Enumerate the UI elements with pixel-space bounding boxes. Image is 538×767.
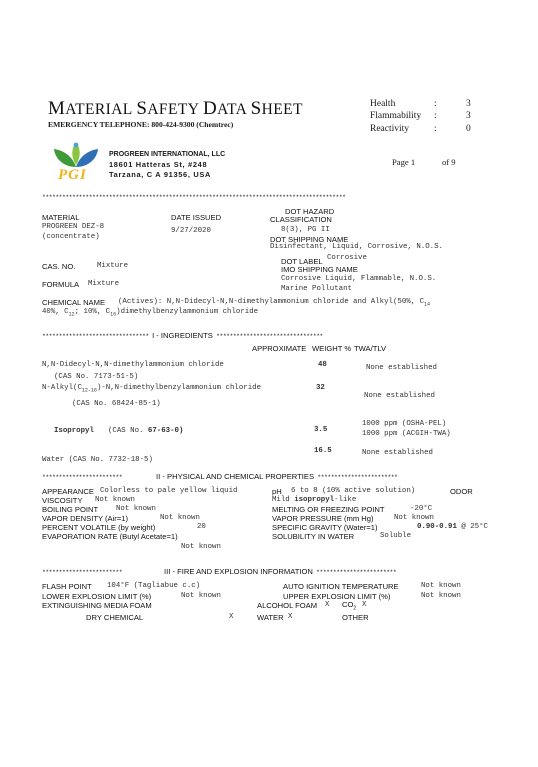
flash-point-value: 104°F (Tagliabue c.c) bbox=[107, 582, 201, 590]
viscosity-value: Not known bbox=[95, 496, 135, 504]
section-physical-header: ************************ II - PHYSICAL AND CHEMICAL PROPERTIES ************************ bbox=[42, 472, 398, 481]
ingredient-weight: 32 bbox=[316, 384, 325, 392]
upper-explosion-label: UPPER EXPLOSION LIMIT (%) bbox=[283, 592, 391, 601]
lower-explosion-value: Not known bbox=[181, 592, 221, 600]
alcohol-foam-label: ALCOHOL FOAM bbox=[257, 601, 318, 610]
odor-value: Mild isopropyl-like bbox=[272, 496, 357, 504]
page-total: of 9 bbox=[442, 157, 456, 167]
date-issued-label: DATE ISSUED bbox=[171, 213, 222, 222]
ingredient-tlv: None established bbox=[366, 364, 437, 372]
vapor-pressure-label: VAPOR PRESSURE (mm Hg) bbox=[272, 514, 374, 523]
ingredient-name: Water (CAS No. 7732-18-5) bbox=[42, 456, 153, 464]
ingredient-tlv: 1000 ppm (OSHA-PEL) bbox=[362, 420, 447, 428]
column-weight: WEIGHT % bbox=[312, 344, 352, 353]
page-number: Page 1 bbox=[392, 157, 416, 167]
chemical-name-value: (Actives): N,N-Didecyl-N,N-dimethylammonium chloride and Alkyl(50%, $C_{14}$ bbox=[118, 298, 431, 308]
material-value: PROGREEN DEZ-8 bbox=[42, 223, 105, 231]
dot-hazard-label-2: CLASSIFICATION bbox=[270, 215, 332, 224]
dot-label-label: DOT LABEL bbox=[281, 257, 323, 266]
separator-top: ******************************************************************************************* bbox=[42, 194, 346, 201]
auto-ignition-label: AUTO IGNITION TEMPERATURE bbox=[283, 582, 399, 591]
melting-point-value: -20°C bbox=[410, 505, 433, 513]
dot-hazard-label: DOT HAZARD bbox=[285, 207, 335, 216]
melting-point-label: MELTING OR FREEZING POINT bbox=[272, 505, 385, 514]
section-ingredients-title: I - INGREDIENTS bbox=[152, 331, 213, 340]
ingredient-cas: (CAS No. 7173-51-5) bbox=[54, 373, 139, 381]
hazard-flammability-colon: : bbox=[434, 111, 437, 121]
section-ingredients-header: ******************************** I - INGREDIENTS ******************************** bbox=[42, 331, 323, 340]
ingredient-weight: 3.5 bbox=[314, 426, 328, 434]
boiling-point-label: BOILING POINT bbox=[42, 505, 99, 514]
section-fire-header: ************************ III - FIRE AND EXPLOSION INFORMATION ************************ bbox=[42, 567, 397, 576]
co2-label: $CO_2$ bbox=[342, 600, 357, 612]
ingredient-name: Isopropyl bbox=[54, 427, 94, 435]
ingredient-weight: 48 bbox=[318, 361, 327, 369]
dot-shipping-value: Disinfectant, Liquid, Corrosive, N.O.S. bbox=[270, 243, 443, 251]
ingredient-tlv: 1000 ppm (ACGIH-TWA) bbox=[362, 430, 451, 438]
column-approximate: APPROXIMATE bbox=[252, 344, 307, 353]
extinguishing-media-label: EXTINGUISHING MEDIA FOAM bbox=[42, 601, 152, 610]
company-name: PROGREEN INTERNATIONAL, LLC bbox=[109, 151, 226, 158]
hazard-reactivity-label: Reactivity bbox=[370, 124, 410, 134]
appearance-label: APPEARANCE bbox=[42, 487, 94, 496]
vapor-pressure-value: Not known bbox=[394, 514, 434, 522]
material-label: MATERIAL bbox=[42, 213, 80, 222]
ingredient-cas: (CAS No. 68424-85-1) bbox=[72, 400, 161, 408]
hazard-flammability-label: Flammability bbox=[370, 111, 422, 121]
chemical-name-value-2: 40%, $C_{12}$; 10%, $C_{16})dimethylbenzylammonium$ chloride bbox=[42, 308, 259, 318]
viscosity-label: VISCOSITY bbox=[42, 496, 83, 505]
solubility-label: SOLUBILITY IN WATER bbox=[272, 532, 355, 541]
lower-explosion-label: LOWER EXPLOSION LIMIT (%) bbox=[42, 592, 152, 601]
company-address-line1: 18601 Hatteras St, #248 bbox=[109, 160, 208, 169]
material-value-sub: (concentrate) bbox=[42, 233, 100, 241]
ingredient-weight: 16.5 bbox=[314, 447, 332, 455]
percent-volatile-value: 20 bbox=[197, 523, 206, 531]
flash-point-label: FLASH POINT bbox=[42, 582, 92, 591]
evaporation-rate-label: EVAPORATION RATE (Butyl Acetate=1) bbox=[42, 532, 178, 541]
hazard-reactivity-value: 0 bbox=[466, 124, 471, 134]
co2-mark: X bbox=[362, 601, 367, 609]
evaporation-rate-value: Not known bbox=[181, 543, 221, 551]
appearance-value: Colorless to pale yellow liquid bbox=[100, 487, 238, 495]
boiling-point-value: Not known bbox=[116, 505, 156, 513]
imo-shipping-value-2: Marine Pollutant bbox=[281, 285, 352, 293]
water-mark: X bbox=[288, 613, 293, 621]
dot-hazard-value: 8(3), PG II bbox=[281, 226, 330, 234]
ph-label: pH bbox=[272, 487, 282, 496]
solubility-value: Soluble bbox=[380, 532, 412, 540]
hazard-health-colon: : bbox=[434, 99, 437, 109]
ph-value: 6 to 8 (10% active solution) bbox=[291, 487, 416, 495]
hazard-flammability-value: 3 bbox=[466, 111, 471, 121]
imo-shipping-value: Corrosive Liquid, Flammable, N.O.S. bbox=[281, 275, 437, 283]
hazard-reactivity-colon: : bbox=[434, 124, 437, 134]
water-label: WATER bbox=[257, 613, 284, 622]
section-physical-title: II - PHYSICAL AND CHEMICAL PROPERTIES bbox=[156, 472, 315, 481]
specific-gravity-value: 0.90-0.91 @ 25°C bbox=[417, 523, 488, 531]
column-twa-tlv: TWA/TLV bbox=[354, 344, 387, 353]
other-label: OTHER bbox=[342, 613, 369, 622]
formula-value: Mixture bbox=[88, 280, 120, 288]
odor-label: ODOR bbox=[450, 487, 473, 496]
dot-label-value: Corrosive bbox=[327, 254, 367, 262]
cas-number-label: CAS. NO. bbox=[42, 262, 76, 271]
ingredient-tlv: None established bbox=[364, 392, 435, 400]
alcohol-foam-mark: X bbox=[325, 601, 330, 609]
section-fire-title: III - FIRE AND EXPLOSION INFORMATION bbox=[164, 567, 313, 576]
vapor-density-label: VAPOR DENSITY (Air=1) bbox=[42, 514, 129, 523]
hazard-health-value: 3 bbox=[466, 99, 471, 109]
upper-explosion-value: Not known bbox=[421, 592, 461, 600]
vapor-density-value: Not known bbox=[160, 514, 200, 522]
hazard-health-label: Health bbox=[370, 99, 396, 109]
ingredient-name: N,N-Didecyl-N,N-dimethylammonium chloride bbox=[42, 361, 224, 369]
company-logo bbox=[52, 141, 100, 183]
document-title: MATERIAL SAFETY DATA SHEET bbox=[48, 98, 303, 119]
company-address-line2: Tarzana, C A 91356, USA bbox=[109, 170, 212, 179]
imo-shipping-label: IMO SHIPPING NAME bbox=[281, 265, 358, 274]
specific-gravity-label: SPECIFIC GRAVITY (Water=1) bbox=[272, 523, 378, 532]
percent-volatile-label: PERCENT VOLATILE (by weight) bbox=[42, 523, 156, 532]
auto-ignition-value: Not known bbox=[421, 582, 461, 590]
formula-label: FORMULA bbox=[42, 280, 80, 289]
ingredient-cas: (CAS No. 67-63-0) bbox=[108, 427, 184, 435]
ingredient-tlv: None established bbox=[362, 449, 433, 457]
cas-number-value: Mixture bbox=[97, 262, 129, 270]
logo-text: PGI bbox=[58, 167, 87, 183]
dot-shipping-label: DOT SHIPPING NAME bbox=[270, 235, 349, 244]
dry-chemical-mark: X bbox=[229, 613, 234, 621]
chemical-name-label: CHEMICAL NAME bbox=[42, 298, 106, 307]
dry-chemical-label: DRY CHEMICAL bbox=[86, 613, 144, 622]
date-issued-value: 9/27/2020 bbox=[171, 227, 211, 235]
ingredient-name: $N-Alkyl(C_{12-16})-N,N$-dimethylbenzylammonium chloride bbox=[42, 384, 262, 394]
emergency-telephone: EMERGENCY TELEPHONE: 800-424-9300 (Chemtrec) bbox=[48, 120, 234, 129]
